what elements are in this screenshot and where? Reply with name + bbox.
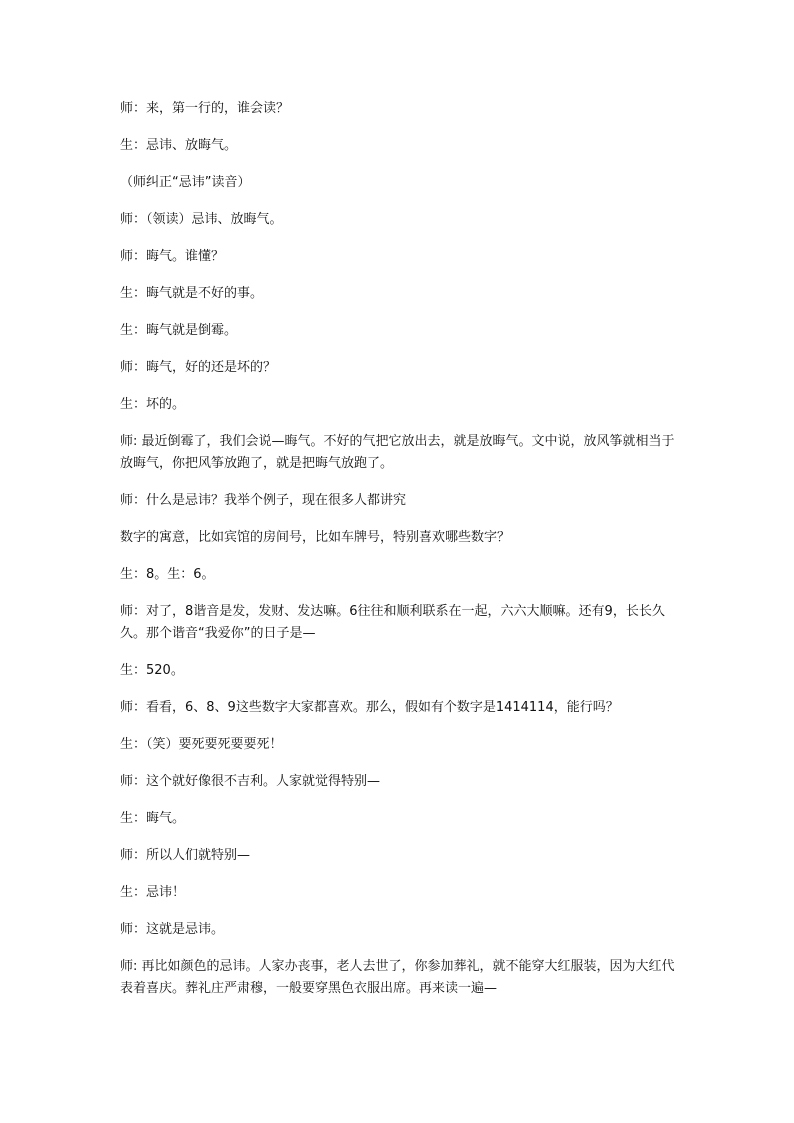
paragraph: 师：看看，6、8、9这些数字大家都喜欢。那么，假如有个数字是1414114，能行吗？ <box>120 700 619 715</box>
paragraph: 师：来，第一行的，谁会读？ <box>120 101 290 116</box>
paragraph: 生：晦气就是倒霉。 <box>120 323 238 338</box>
paragraph: 师：晦气，好的还是坏的？ <box>120 360 277 375</box>
paragraph: 师：晦气。谁懂？ <box>120 249 225 264</box>
paragraph: 生：8。生：6。 <box>120 567 215 582</box>
paragraph: 师: 再比如颜色的忌讳。人家办丧事，老人去世了，你参加葬礼，就不能穿大红服装，因为大红代表着喜庆。葬礼庄严肃穆，一般要穿黑色衣服出席。再来读一遍— <box>120 959 675 996</box>
paragraph: 师: 最近倒霉了，我们会说—晦气。不好的气把它放出去，就是放晦气。文中说，放风筝就相当于放晦气，你把风筝放跑了，就是把晦气放跑了。 <box>120 434 675 471</box>
paragraph: 师：这就是忌讳。 <box>120 922 225 937</box>
paragraph: 生：忌讳、放晦气。 <box>120 138 238 153</box>
paragraph: 生：晦气就是不好的事。 <box>120 286 264 301</box>
paragraph: 生：忌讳！ <box>120 885 186 900</box>
paragraph: 生：（笑）要死要死要要死！ <box>120 737 283 752</box>
paragraph: 师：（领读）忌讳、放晦气。 <box>120 212 283 227</box>
paragraph: 数字的寓意，比如宾馆的房间号，比如车牌号，特别喜欢哪些数字？ <box>120 530 511 545</box>
paragraph: （师纠正“忌讳”读音） <box>120 175 251 190</box>
paragraph: 师：什么是忌讳？我举个例子，现在很多人都讲究 <box>120 493 407 508</box>
paragraph: 生：晦气。 <box>120 811 186 826</box>
document-body <box>120 98 680 1015</box>
paragraph: 师：所以人们就特别— <box>120 848 251 863</box>
paragraph: 生：坏的。 <box>120 397 186 412</box>
paragraph: 师：对了，8谐音是发，发财、发达嘛。6往往和顺利联系在一起，六六大顺嘛。还有9，长长久久。那个谐音“我爱你”的日子是— <box>120 604 665 641</box>
paragraph: 师：这个就好像很不吉利。人家就觉得特别— <box>120 774 381 789</box>
paragraph: 生：520。 <box>120 663 184 678</box>
